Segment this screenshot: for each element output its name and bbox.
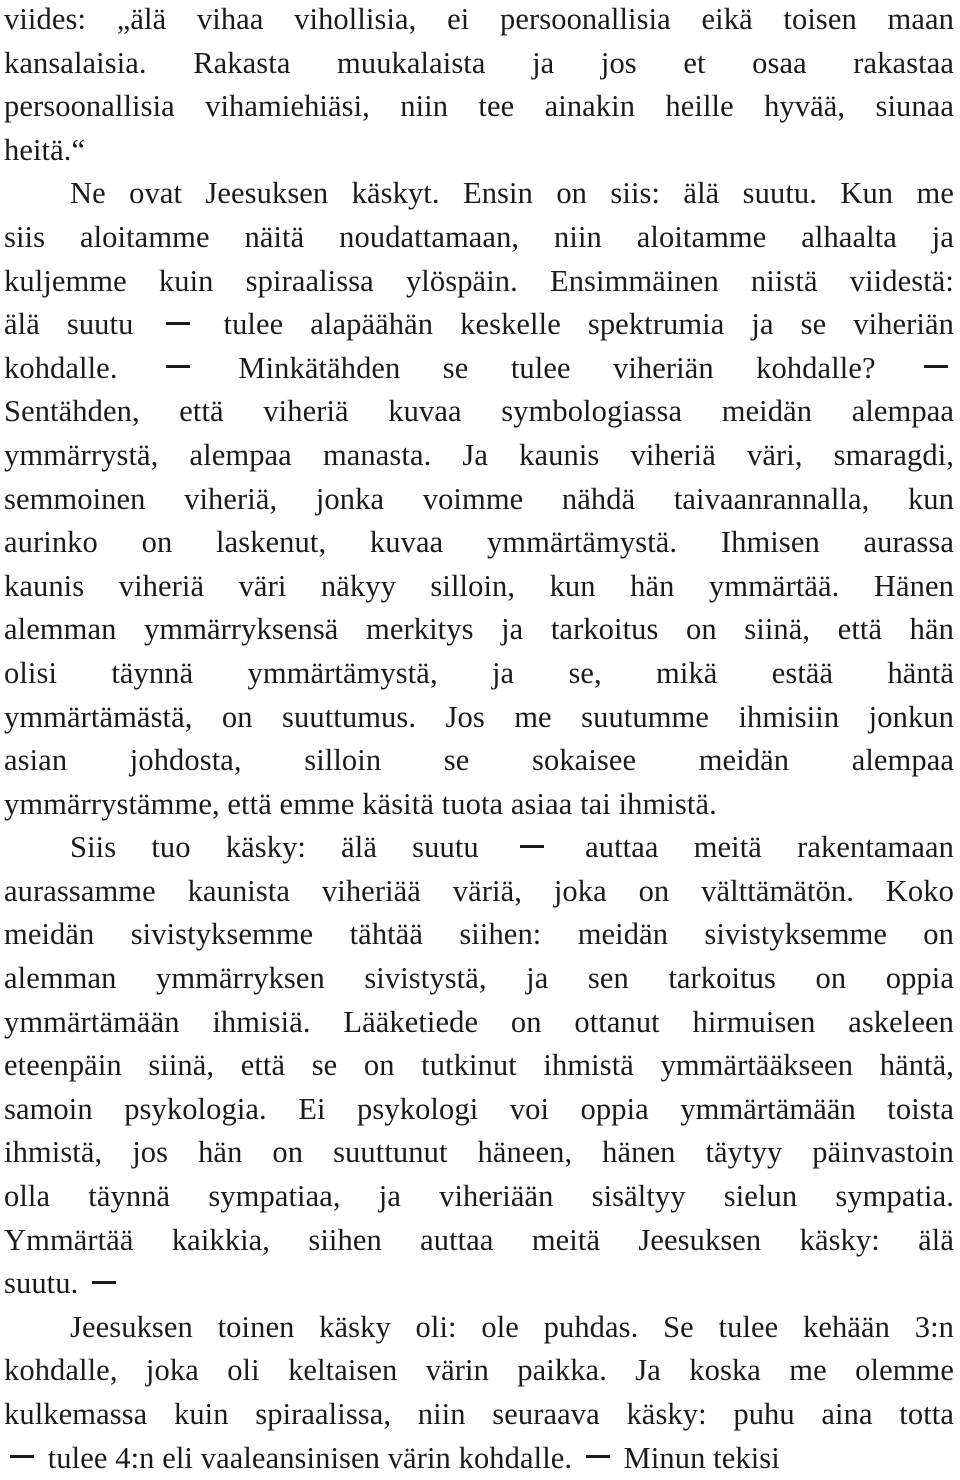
em-dash: [10, 1455, 34, 1458]
text-line: meidän sivistyksemme tähtää siihen: meidän sivistyksemme on: [4, 917, 954, 952]
text-line: olisi täynnä ymmärtämystä, ja se, mikä estää häntä: [4, 655, 954, 690]
em-dash: [586, 1455, 610, 1458]
text-line: heitä.“: [4, 132, 86, 167]
text-line: kohdalle, joka oli keltaisen värin paikka. Ja koska me olemme: [4, 1353, 954, 1388]
text-line: aurassamme kaunista viheriää väriä, joka on välttämätön. Koko: [4, 873, 954, 908]
text-line: kansalaisia. Rakasta muukalaista ja jos et osaa rakastaa: [4, 45, 954, 80]
text-line: ymmärrystä, alempaa manasta. Ja kaunis viheriä väri, smaragdi,: [4, 437, 954, 472]
text-line: Ne ovat Jeesuksen käskyt. Ensin on siis: älä suutu. Kun me: [70, 176, 954, 211]
text-line: kaunis viheriä väri näkyy silloin, kun hän ymmärtää. Hänen: [4, 568, 954, 603]
paragraph: [4, 172, 954, 826]
text-line: aurinko on laskenut, kuvaa ymmärtämystä. Ihmisen aurassa: [4, 525, 954, 560]
em-dash: [520, 845, 544, 848]
em-dash: [924, 365, 948, 368]
text-line: kohdalle. Minkätähden se tulee viheriän kohdalle?: [4, 347, 954, 391]
em-dash: [166, 365, 190, 368]
text-line: semmoinen viheriä, jonka voimme nähdä taivaanrannalla, kun: [4, 481, 954, 516]
text-line: ihmistä, jos hän on suuttunut häneen, hänen täytyy päinvastoin: [4, 1135, 954, 1170]
paragraph: [4, 826, 954, 1306]
text-line: Jeesuksen toinen käsky oli: ole puhdas. Se tulee kehään 3:n: [70, 1309, 954, 1344]
text-line: ymmärtämästä, on suuttumus. Jos me suutumme ihmisiin jonkun: [4, 699, 954, 734]
text-line: Ymmärtää kaikkia, siihen auttaa meitä Jeesuksen käsky: älä: [4, 1222, 954, 1257]
paragraph: [4, 0, 954, 172]
text-line: samoin psykologia. Ei psykologi voi oppia ymmärtämään toista: [4, 1091, 954, 1126]
text-line: tulee 4:n eli vaaleansinisen värin kohdalle. Minun tekisi: [4, 1437, 954, 1480]
text-line: suutu.: [4, 1262, 954, 1306]
text-line: Sentähden, että viheriä kuvaa symbologiassa meidän alempaa: [4, 394, 954, 429]
text-line: Siis tuo käsky: älä suutu auttaa meitä rakentamaan: [70, 830, 954, 865]
text-line: älä suutu tulee alapäähän keskelle spektrumia ja se viheriän: [4, 307, 954, 342]
text-line: eteenpäin siinä, että se on tutkinut ihmistä ymmärtääkseen häntä,: [4, 1048, 954, 1083]
text-line: alemman ymmärryksen sivistystä, ja sen tarkoitus on oppia: [4, 961, 954, 996]
document-page: [4, 0, 954, 1480]
em-dash: [92, 1281, 116, 1284]
text-line: asian johdosta, silloin se sokaisee meidän alempaa: [4, 743, 954, 778]
text-line: viides: „älä vihaa vihollisia, ei persoonallisia eikä toisen maan: [4, 2, 954, 36]
text-line: siis aloitamme näitä noudattamaan, niin aloitamme alhaalta ja: [4, 219, 954, 254]
text-line: olla täynnä sympatiaa, ja viheriään sisältyy sielun sympatia.: [4, 1179, 954, 1214]
em-dash: [166, 322, 190, 325]
text-line: alemman ymmärryksensä merkitys ja tarkoitus on siinä, että hän: [4, 612, 954, 647]
text-line: kulkemassa kuin spiraalissa, niin seuraava käsky: puhu aina totta: [4, 1397, 954, 1431]
text-line: ymmärtämään ihmisiä. Lääketiede on ottanut hirmuisen askeleen: [4, 1004, 954, 1039]
text-line: kuljemme kuin spiraalissa ylöspäin. Ensimmäinen niistä viidestä:: [4, 263, 954, 298]
text-line: ymmärrystämme, että emme käsitä tuota asiaa tai ihmistä.: [4, 786, 717, 821]
paragraph: [4, 1306, 954, 1480]
text-line: persoonallisia vihamiehiäsi, niin tee ainakin heille hyvää, siunaa: [4, 89, 954, 124]
